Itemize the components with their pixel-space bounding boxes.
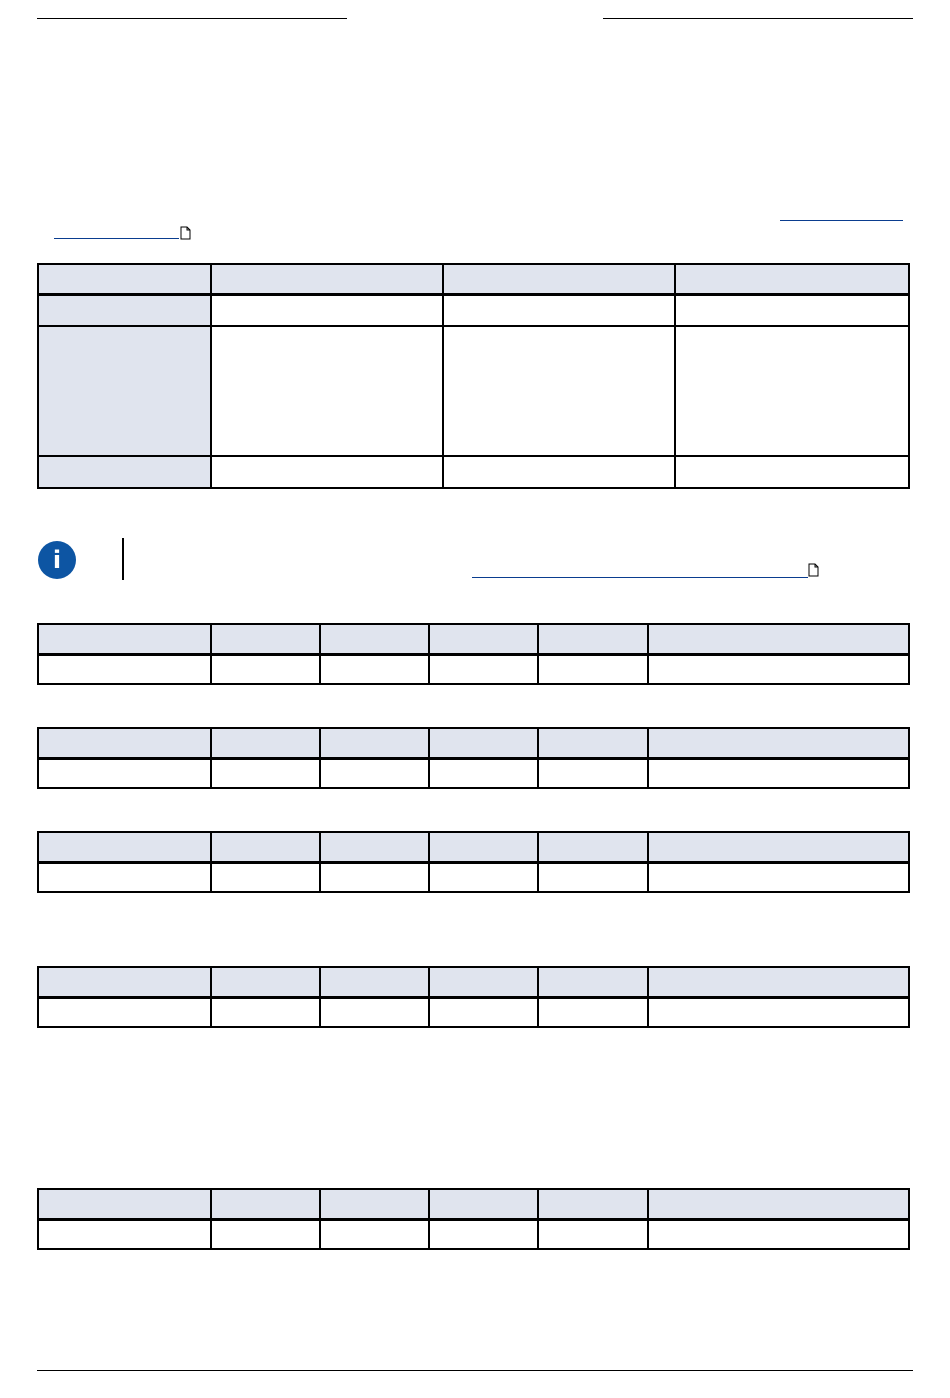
table-cell xyxy=(538,862,648,892)
note-text xyxy=(135,560,465,580)
table-cell xyxy=(38,862,211,892)
table-cell xyxy=(38,758,211,788)
footer-rule xyxy=(37,1370,913,1371)
table-row xyxy=(38,294,909,326)
note-link-underline[interactable] xyxy=(472,577,808,578)
table-header-cell xyxy=(429,624,538,654)
table-row xyxy=(38,758,909,788)
table-header-cell xyxy=(648,624,909,654)
table-header-cell xyxy=(538,1189,648,1219)
table-header-cell xyxy=(443,264,675,294)
table-cell xyxy=(648,997,909,1027)
table-header-cell xyxy=(320,728,429,758)
table-cell xyxy=(648,862,909,892)
intro-link-underline-2[interactable] xyxy=(54,238,179,239)
table-cell xyxy=(320,997,429,1027)
main-table xyxy=(37,263,910,489)
table-cell xyxy=(320,1219,429,1249)
table-header-cell xyxy=(538,832,648,862)
table-header-cell xyxy=(320,832,429,862)
table-cell xyxy=(538,654,648,684)
table-cell xyxy=(648,1219,909,1249)
table-cell xyxy=(443,456,675,488)
table-row xyxy=(38,326,909,456)
table-cell xyxy=(211,997,320,1027)
table-cell xyxy=(211,654,320,684)
table-cell xyxy=(648,758,909,788)
intro-link-underline-1[interactable] xyxy=(780,220,903,221)
table-header-cell xyxy=(675,264,909,294)
table-header-cell xyxy=(38,624,211,654)
table-header-row xyxy=(38,967,909,997)
table-header-cell xyxy=(648,728,909,758)
table-cell xyxy=(211,862,320,892)
table-header-row xyxy=(38,832,909,862)
table-row xyxy=(38,1219,909,1249)
table-header-cell xyxy=(429,1189,538,1219)
table-header-cell xyxy=(320,624,429,654)
table-cell xyxy=(211,326,443,456)
table-cell xyxy=(538,758,648,788)
spec-table-5 xyxy=(37,1188,910,1250)
table-header-cell xyxy=(538,967,648,997)
table-cell xyxy=(429,758,538,788)
document-link-icon[interactable] xyxy=(180,226,191,240)
table-cell xyxy=(675,294,909,326)
table-header-row xyxy=(38,264,909,294)
table-header-cell xyxy=(38,264,211,294)
note-divider xyxy=(122,538,124,580)
spec-table-3 xyxy=(37,831,910,893)
table-row xyxy=(38,456,909,488)
table-header-cell xyxy=(538,728,648,758)
table-cell xyxy=(443,294,675,326)
header-rule-right xyxy=(603,18,913,19)
table-header-row xyxy=(38,1189,909,1219)
table-header-cell xyxy=(648,832,909,862)
table-cell xyxy=(211,456,443,488)
table-row-label xyxy=(38,456,211,488)
table-header-cell xyxy=(211,264,443,294)
info-icon: i xyxy=(38,541,76,579)
table-cell xyxy=(538,1219,648,1249)
table-cell xyxy=(429,654,538,684)
table-header-cell xyxy=(38,832,211,862)
table-header-cell xyxy=(38,967,211,997)
table-header-cell xyxy=(38,1189,211,1219)
table-header-cell xyxy=(211,967,320,997)
table-row-label xyxy=(38,294,211,326)
table-cell xyxy=(320,862,429,892)
table-cell xyxy=(320,654,429,684)
table-cell xyxy=(675,456,909,488)
spec-table-4 xyxy=(37,966,910,1028)
table-cell xyxy=(211,1219,320,1249)
table-cell xyxy=(675,326,909,456)
table-header-row xyxy=(38,624,909,654)
table-cell xyxy=(38,1219,211,1249)
table-header-cell xyxy=(429,728,538,758)
spec-table-2 xyxy=(37,727,910,789)
table-header-cell xyxy=(538,624,648,654)
table-header-cell xyxy=(211,728,320,758)
table-cell xyxy=(538,997,648,1027)
table-row xyxy=(38,654,909,684)
table-header-cell xyxy=(648,1189,909,1219)
intro-paragraph xyxy=(37,190,913,240)
table-cell xyxy=(211,294,443,326)
spec-table-1 xyxy=(37,623,910,685)
document-link-icon[interactable] xyxy=(808,563,819,577)
table-row-label xyxy=(38,326,211,456)
table-cell xyxy=(429,997,538,1027)
table-header-cell xyxy=(211,624,320,654)
table-header-cell xyxy=(38,728,211,758)
table-cell xyxy=(320,758,429,788)
table-cell xyxy=(429,862,538,892)
table-row xyxy=(38,997,909,1027)
table-cell xyxy=(211,758,320,788)
table-cell xyxy=(429,1219,538,1249)
table-header-cell xyxy=(429,967,538,997)
table-header-cell xyxy=(320,1189,429,1219)
table-header-cell xyxy=(211,1189,320,1219)
table-header-cell xyxy=(648,967,909,997)
table-header-cell xyxy=(429,832,538,862)
table-cell xyxy=(648,654,909,684)
table-row xyxy=(38,862,909,892)
table-header-cell xyxy=(320,967,429,997)
table-header-row xyxy=(38,728,909,758)
table-header-cell xyxy=(211,832,320,862)
header-rule-left xyxy=(37,18,347,19)
table-cell xyxy=(38,654,211,684)
table-cell xyxy=(38,997,211,1027)
table-cell xyxy=(443,326,675,456)
